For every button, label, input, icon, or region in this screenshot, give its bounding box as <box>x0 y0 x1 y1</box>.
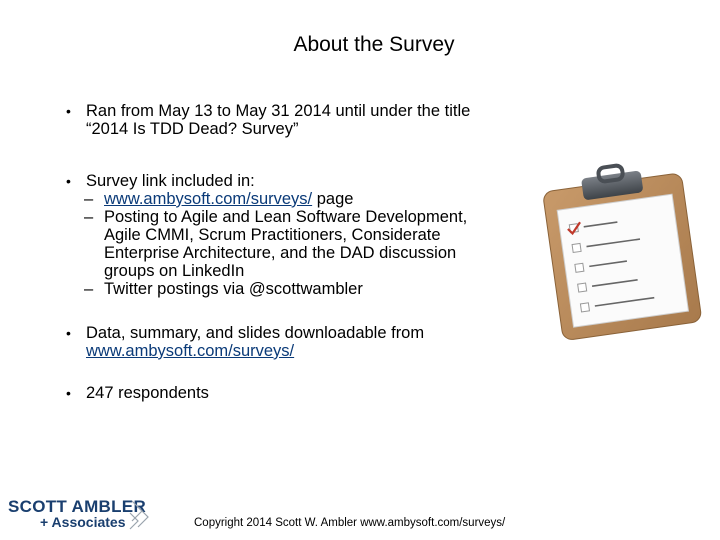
sub-bullet-text: Agile CMMI, Scrum Practitioners, Considerate <box>104 226 441 244</box>
logo-line2: + Associates <box>40 514 126 530</box>
bullet-text: Ran from May 13 to May 31 2014 until under the title <box>86 102 471 120</box>
sub-bullet-text: Posting to Agile and Lean Software Development, <box>104 208 468 226</box>
sub-bullet-text: Twitter postings via @scottwambler <box>104 280 363 298</box>
bullet-list <box>66 102 526 402</box>
sub-bullet-groups <box>66 208 526 280</box>
bullet-text: Data, summary, and slides downloadable from <box>86 324 425 342</box>
copyright-footer: Copyright 2014 Scott W. Ambler www.ambysoft.com/surveys/ <box>194 517 506 529</box>
logo-mark-icon <box>126 499 158 531</box>
bullet-downloads <box>66 324 526 360</box>
bullet-survey-dates <box>66 102 526 138</box>
dash: – <box>84 280 94 298</box>
dash: – <box>84 208 94 226</box>
sub-bullet-text: groups on LinkedIn <box>104 262 245 280</box>
sub-bullet-website <box>66 190 526 208</box>
bullet-text: Survey link included in: <box>86 172 255 190</box>
bullet-text: “2014 Is TDD Dead? Survey” <box>86 120 299 138</box>
downloads-link[interactable]: www.ambysoft.com/surveys/ <box>86 342 295 360</box>
dash: – <box>84 190 94 208</box>
ambysoft-link[interactable]: www.ambysoft.com/surveys/ <box>104 190 313 208</box>
scott-ambler-associates-logo <box>8 497 158 533</box>
sub-bullet-twitter <box>66 280 526 298</box>
bullet-text: 247 respondents <box>86 384 209 402</box>
bullet-survey-link <box>66 172 526 190</box>
logo-line1: SCOTT AMBLER <box>8 497 147 516</box>
bullet-respondents <box>66 384 526 402</box>
sub-bullet-text: Enterprise Architecture, and the DAD discussion <box>104 244 457 262</box>
clipboard-checklist-icon <box>530 160 710 340</box>
slide-title: About the Survey <box>293 33 455 56</box>
sub-bullet-text: page <box>312 190 354 208</box>
